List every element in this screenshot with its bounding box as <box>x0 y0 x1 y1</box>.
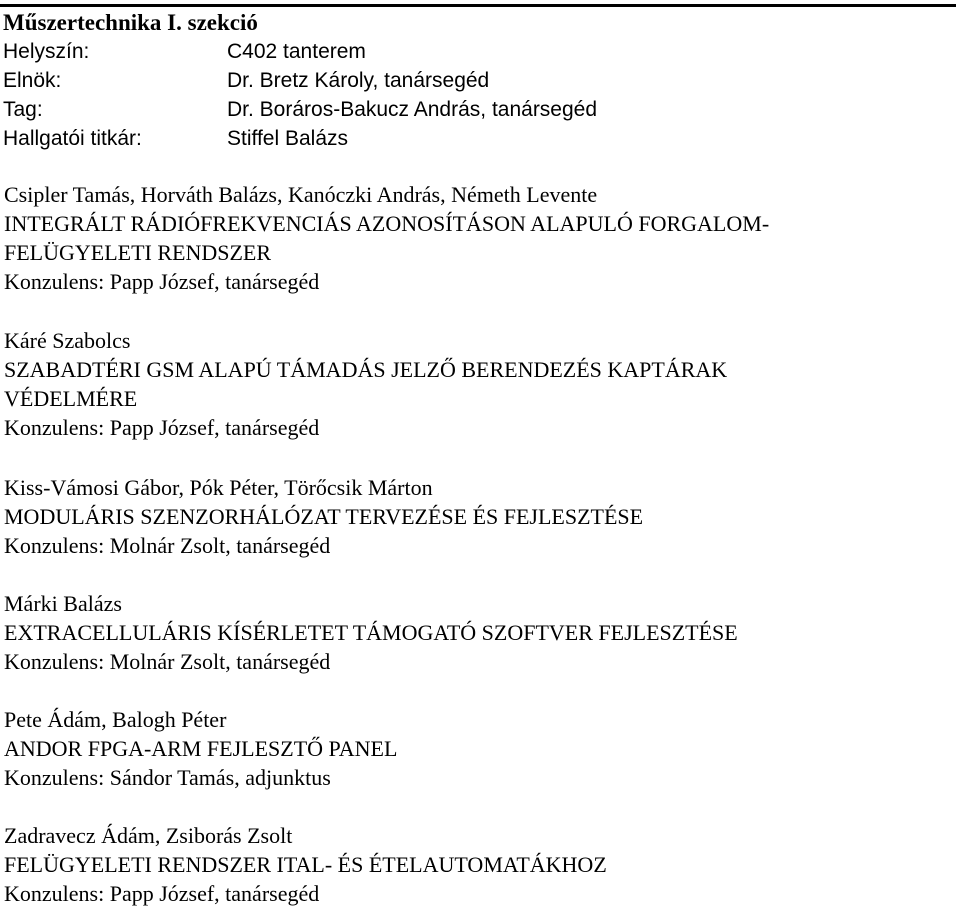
entry <box>4 589 954 676</box>
entry-authors: Pete Ádám, Balogh Péter <box>4 707 227 732</box>
entry-consultant: Konzulens: Molnár Zsolt, tanársegéd <box>4 649 331 674</box>
member-label: Tag: <box>3 98 43 121</box>
chair-value: Dr. Bretz Károly, tanársegéd <box>227 69 490 92</box>
entry-title-line: SZABADTÉRI GSM ALAPÚ TÁMADÁS JELZŐ BERENDEZÉS KAPTÁRAK <box>4 357 728 382</box>
secretary-value: Stiffel Balázs <box>227 127 349 150</box>
info-row-secretary <box>3 124 903 153</box>
location-value: C402 tanterem <box>227 40 366 63</box>
entry-authors: Zadravecz Ádám, Zsiborás Zsolt <box>4 823 293 848</box>
entry-consultant: Konzulens: Papp József, tanársegéd <box>4 881 320 906</box>
secretary-label: Hallgatói titkár: <box>3 127 142 150</box>
entry-consultant: Konzulens: Papp József, tanársegéd <box>4 415 320 440</box>
entry-consultant: Konzulens: Molnár Zsolt, tanársegéd <box>4 533 331 558</box>
chair-label: Elnök: <box>3 69 62 92</box>
entry <box>4 705 954 792</box>
entry <box>4 821 954 908</box>
entry-consultant: Konzulens: Sándor Tamás, adjunktus <box>4 765 331 790</box>
entry-title-line: EXTRACELLULÁRIS KÍSÉRLETET TÁMOGATÓ SZOFTVER FEJLESZTÉSE <box>4 620 738 645</box>
entry-title-line: FELÜGYELETI RENDSZER ITAL- ÉS ÉTELAUTOMATÁKHOZ <box>4 852 607 877</box>
entry-authors: Csipler Tamás, Horváth Balázs, Kanóczki András, Németh Levente <box>4 182 598 207</box>
entry-authors: Káré Szabolcs <box>4 328 131 353</box>
entry-authors: Kiss-Vámosi Gábor, Pók Péter, Törőcsik Márton <box>4 475 433 500</box>
entry-authors: Márki Balázs <box>4 591 122 616</box>
entry <box>4 473 954 560</box>
top-rule <box>0 4 956 7</box>
member-value: Dr. Boráros-Bakucz András, tanársegéd <box>227 98 598 121</box>
info-row-location <box>3 37 903 66</box>
location-label: Helyszín: <box>3 40 90 63</box>
info-row-chair <box>3 66 903 95</box>
section-title: Műszertechnika I. szekció <box>3 10 258 35</box>
entry-title-line: FELÜGYELETI RENDSZER <box>4 240 272 265</box>
entry-title-line: ANDOR FPGA-ARM FEJLESZTŐ PANEL <box>4 736 398 761</box>
entry-title-line: INTEGRÁLT RÁDIÓFREKVENCIÁS AZONOSÍTÁSON ALAPULÓ FORGALOM- <box>4 211 770 236</box>
entry <box>4 326 954 442</box>
entry-title-line: VÉDELMÉRE <box>4 386 138 411</box>
entry-consultant: Konzulens: Papp József, tanársegéd <box>4 269 320 294</box>
entry-title-line: MODULÁRIS SZENZORHÁLÓZAT TERVEZÉSE ÉS FEJLESZTÉSE <box>4 504 644 529</box>
info-row-member <box>3 95 903 124</box>
entry <box>4 180 954 296</box>
